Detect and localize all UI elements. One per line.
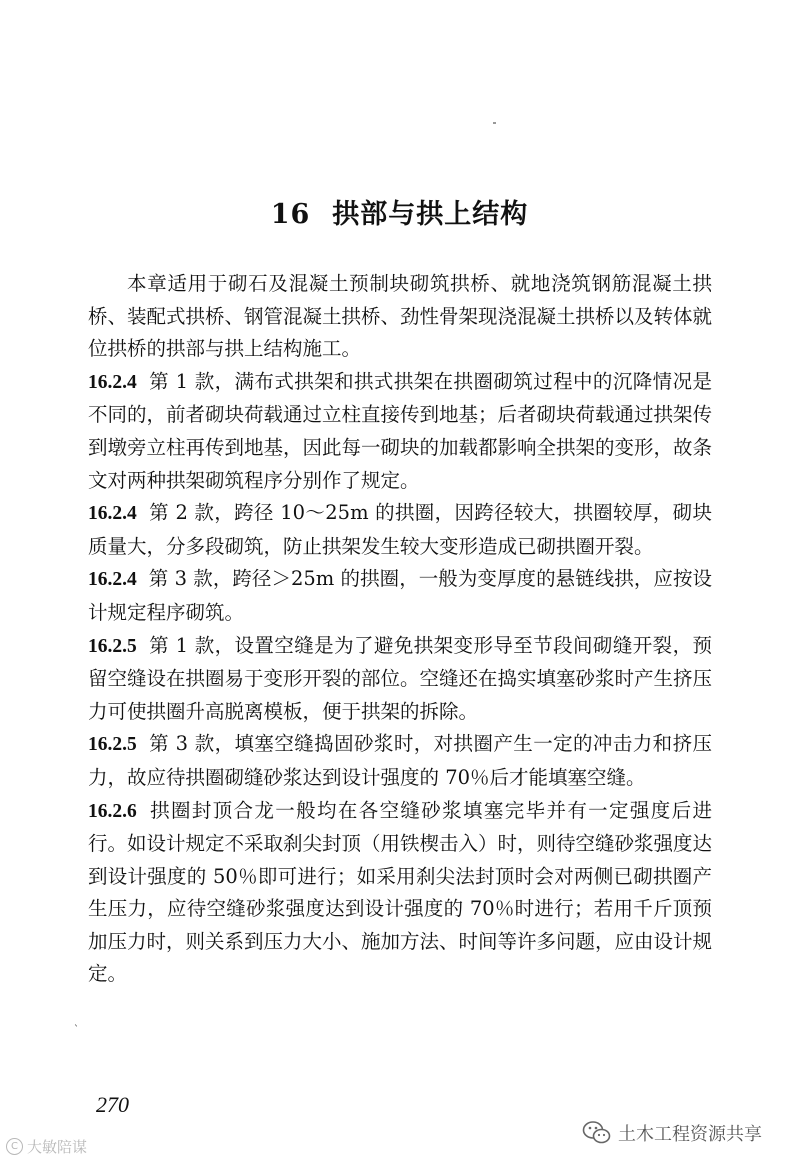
clause-text: 第 3 款，填塞空缝捣固砂浆时，对拱圈产生一定的冲击力和挤压力，故应待拱圈砌缝砂浆达到设计强度的 70％后才能填塞空缝。 (88, 732, 712, 789)
clause-number: 16.2.6 (88, 800, 137, 822)
clause-paragraph (88, 630, 712, 729)
clause-text: 第 2 款，跨径 10～25m 的拱圈，因跨径较大，拱圈较厚，砌块质量大，分多段砌筑，防止拱架发生较大变形造成已砌拱圈开裂。 (88, 501, 712, 558)
watermark-left-text: 大敏陪谋 (27, 1138, 88, 1156)
clause-paragraph (88, 563, 712, 629)
clause-number: 16.2.5 (88, 635, 137, 657)
wechat-account-name: 土木工程资源共享 (618, 1124, 762, 1145)
clause-number: 16.2.4 (88, 569, 137, 591)
clause-number: 16.2.5 (88, 734, 137, 756)
watermark-left (6, 1136, 87, 1157)
clause-number: 16.2.4 (88, 371, 137, 393)
clause-paragraph (88, 497, 712, 563)
clause-text: 第 3 款，跨径＞25m 的拱圈，一般为变厚度的悬链线拱，应按设计规定程序砌筑。 (88, 567, 712, 624)
chapter-number: 16 (270, 199, 311, 230)
clause-paragraph (88, 728, 712, 794)
margin-tick: ˋ (74, 1025, 79, 1036)
chapter-title (0, 192, 799, 231)
clause-text: 第 1 款，设置空缝是为了避免拱架变形导至节段间砌缝开裂，预留空缝设在拱圈易于变形开裂的部位。空缝还在捣实填塞砂浆时产生挤压力可使拱圈升高脱离模板，便于拱架的拆除。 (88, 633, 713, 723)
page-number: 270 (96, 1092, 129, 1117)
clause-paragraph (88, 366, 712, 497)
wechat-icon (582, 1120, 612, 1146)
body-text (88, 268, 712, 991)
copyright-icon: C (6, 1138, 23, 1155)
clause-text: 第 1 款，满布式拱架和拱式拱架在拱圈砌筑过程中的沉降情况是不同的，前者砌块荷载通过立柱直接传到地基；后者砌块荷载通过拱架传到墩旁立柱再传到地基，因此每一砌块的加载都影响全拱架的变形，故条文对两种拱架砌筑程序分别作了规定。 (88, 369, 713, 492)
clause-number: 16.2.4 (88, 503, 137, 525)
intro-paragraph: 本章适用于砌石及混凝土预制块砌筑拱桥、就地浇筑钢筋混凝土拱桥、装配式拱桥、钢管混凝土拱桥、劲性骨架现浇混凝土拱桥以及转体就位拱桥的拱部与拱上结构施工。 (88, 272, 713, 361)
chapter-title-text: 拱部与拱上结构 (332, 199, 529, 230)
clause-paragraph (88, 795, 712, 992)
clause-text: 拱圈封顶合龙一般均在各空缝砂浆填塞完毕并有一定强度后进行。如设计规定不采取刹尖封顶（用铁楔击入）时，则待空缝砂浆强度达到设计强度的 50％即可进行；如采用刹尖法封顶时会对两侧已砌拱圈产生压力，应待空缝砂浆强度达到设计强度的 70％时进行；若用千斤顶预加压力时，则关系到压力大小、施加方法、时间等许多问题，应由设计规定。 (88, 798, 713, 986)
scan-speck (493, 122, 496, 124)
wechat-watermark (582, 1118, 762, 1148)
